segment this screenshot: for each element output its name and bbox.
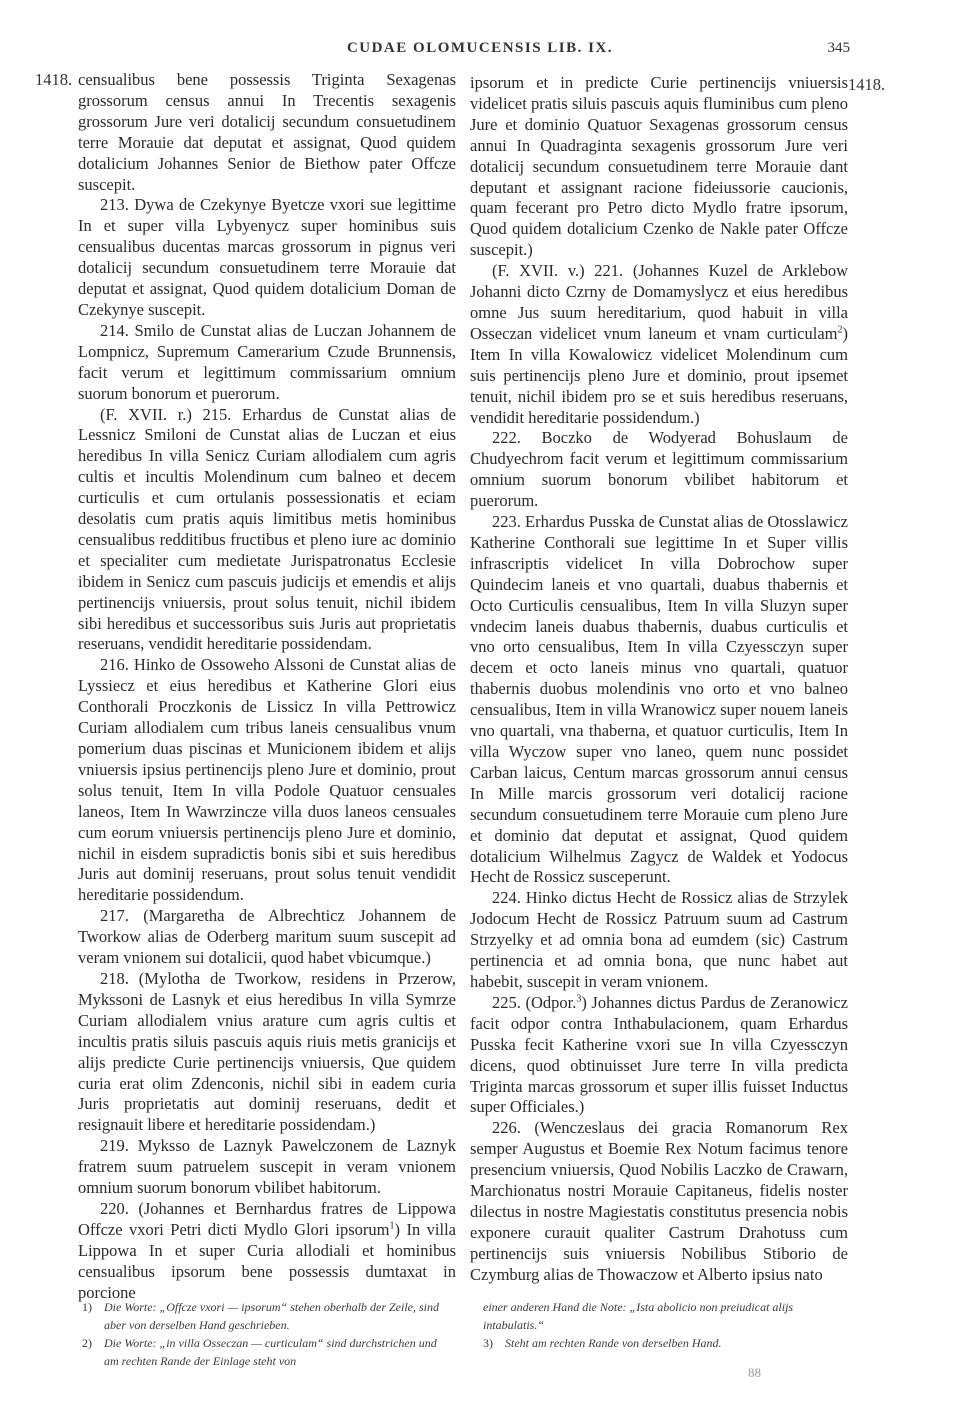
footnotes-right bbox=[483, 1298, 848, 1352]
footnote-3 bbox=[483, 1334, 848, 1352]
entry-212-continuation: censualibus bene possessis Triginta Sexagenas grossorum census annui In Trecentis sexagenis grossorum Jure veri dotalicij secundum consuetudinem terre Morauie dat deputat et assignat, Quod quidem dotalicium Johannes Senior de Biethow pater Offcze suscepit. bbox=[78, 70, 456, 194]
entry-217: 217. (Margaretha de Albrechticz Johannem de Tworkow alias de Oderberg maritum suum suscepit ad veram vnionem sui dotalicii, quod habet vbicumque.) bbox=[78, 906, 456, 968]
signature-mark: 88 bbox=[748, 1365, 761, 1380]
footnote-3-text: Steht am rechten Rande von derselben Hand. bbox=[505, 1336, 722, 1350]
left-column bbox=[78, 70, 456, 1303]
entry-224: 224. Hinko dictus Hecht de Rossicz alias de Strzylek Jodocum Hecht de Rossicz Patruum suum ad Castrum Strzyelky et ad omnia bona ad eumdem (sic) Castrum pertinencia et ad omnia bona, que nunc habet aut habebit, suscepit in veram vnionem. bbox=[470, 888, 848, 991]
entry-221 bbox=[470, 261, 848, 428]
entry-225-text-b: ) Johannes dictus Pardus de Zeranowicz facit odpor contra Inthabulacionem, quam Erhardus Pusska fecit Katherine vxori sue In villa Czyessczyn dicens, quod obtinuisset Jure terre In villa predicta Triginta marcas grossorum et super illis fuisset Inductus super Officiales.) bbox=[470, 992, 848, 1117]
entry-222: 222. Boczko de Wodyerad Bohuslaum de Chudyechrom facit verum et legittimum commissarium omnium suorum bonorum vbilibet habitorum et puerorum. bbox=[470, 428, 848, 511]
footnote-marker-2: 2 bbox=[837, 324, 843, 336]
footnote-1-number: 1) bbox=[82, 1300, 92, 1314]
footnote-1-text: Die Worte: „Offcze vxori — ipsorum“ stehen oberhalb der Zeile, sind aber von derselben Hand geschrieben. bbox=[104, 1300, 439, 1332]
entry-213: 213. Dywa de Czekynye Byetcze vxori sue legittime In et super villa Lybyenycz super hominibus suis censualibus ducentas marcas grossorum in pignus veri dotalicij secundum consuetudinem terre Morauie dat deputat et assignat, Quod quidem dotalicium Doman de Czekynye suscepit. bbox=[78, 195, 456, 319]
footnote-1 bbox=[82, 1298, 452, 1334]
entry-219: 219. Myksso de Laznyk Pawelczonem de Laznyk fratrem suum patruelem suscepit in veram vnionem omnium suorum bonorum vbilibet habitorum. bbox=[78, 1136, 456, 1198]
footnote-2-text: Die Worte: „in villa Osseczan — curticulam“ sind durchstrichen und am rechten Rande der Einlage steht von bbox=[104, 1336, 437, 1368]
entry-223: 223. Erhardus Pusska de Cunstat alias de Otosslawicz Katherine Conthorali sue legittime In et Super villis infrascriptis videlicet In villa Dobrochow super Quindecim laneis et vno quartali, duabus thabernis et Octo Curticulis censualibus, Item In villa Sluzyn super vndecim laneis duabus thabernis, duabus curticulis et vno orto censualibus, Item In villa Czyessczyn super decem et octo laneis minus vno quartali, quatuor thabernis duobus molendinis vno orto et vno balneo censualibus, Item in villa Wranowicz super nouem laneis vno quartali, vna thaberna, et quatuor curticulis, Item In villa Wyczow super vno laneo, quem nunc possidet Carban laicus, Centum marcas grossorum annui census In Mille marcis grossorum veri dotalicij racione secundum consuetudinem terre Morauie cum pleno Jure et dominio dat deputat et assignat, Quod quidem dotalicium Wilhelmus Zagycz de Waldek et Yodocus Hecht de Rossicz susceperunt. bbox=[470, 512, 848, 887]
entry-215: (F. XVII. r.) 215. Erhardus de Cunstat alias de Lessnicz Smiloni de Cunstat alias de Luczan et eius heredibus In villa Senicz Curiam allodialem cum agris cultis et incultis Molendinum cum balneo et decem curticulis et cum ortulanis possessionatis et eciam desolatis cum pratis aquis limitibus metis hominibus censualibus redditibus fructibus et pleno iure ac dominio et specialiter cum medietate Jurispatronatus Ecclesie ibidem in Senicz cum pascuis judicijs et emendis et alijs pertinencijs vniuersis, prout solus tenuit, nichil ibidem sibi heredibus et successoribus suis Juris aut proprietatis reseruans, vendidit hereditarie possidendam. bbox=[78, 404, 456, 654]
entry-216: 216. Hinko de Ossoweho Alssoni de Cunstat alias de Lyssiecz et eius heredibus et Katherine Glori eius Conthorali Proczkonis de Lissicz In villa Pettrowicz Curiam allodialem cum tribus laneis censualibus vnum pomerium duas piscinas et Municionem ibidem et alijs vniuersis ipsius pertinencijs pleno Jure et dominio, prout solus tenuit, Item In villa Podole Quatuor censuales laneos, Item In Wawrzincze villa duos laneos censuales cum eorum vniuersis pertinencijs pleno Jure et dominio, nichil in eisdem supradictis bonis sibi et suis heredibus Juris aut dominij reseruans, prout solus tenuit vendidit hereditarie possidendum. bbox=[78, 655, 456, 905]
entry-225 bbox=[470, 993, 848, 1118]
footnote-3-number: 3) bbox=[483, 1336, 493, 1350]
entry-226: 226. (Wenczeslaus dei gracia Romanorum Rex semper Augustus et Boemie Rex Notum facimus tenore presencium vniuersis, Quod Nobilis Laczko de Crawarn, Marchionatus nostri Morauie Capitaneus, fidelis noster dilectus in nostre Magiestatis constitutus presencia nobis exponere curauit qualiter Castrum Drahotuss cum pertinencijs suis vniuersis Nobilibus Stiborio de Czymburg alias de Thowaczow et Alberto ipsius nato bbox=[470, 1118, 848, 1284]
entry-221-text-b: ) Item In villa Kowalowicz videlicet Molendinum cum suis pertinencijs pleno Jure et dominio, prout ipsemet tenuit, nichil ibidem pro se et suis heredibus reseruans, vendidit hereditarie possidendum.) bbox=[470, 323, 848, 427]
entry-220-text-b: ) In villa Lippowa In et super Curia allodiali et hominibus censualibus ipsorum bene possessis dumtaxat in porcione bbox=[78, 1219, 456, 1302]
entry-218: 218. (Mylotha de Tworkow, residens in Przerow, Mykssoni de Lasnyk et eius heredibus In villa Symrze Curiam allodialem vnius arature cum agris cultis et incultis pratis siluis pascuis aquis riuis metis granicijs et alijs predicte Curie pertinencijs vniuersis, Que quidem curia erat olim Zdenconis, nichil sibi in eadem curia Juris proprietatis aut dominij reseruans, dedit et resignauit libere et hereditarie possidendam.) bbox=[78, 968, 456, 1135]
right-column bbox=[470, 73, 848, 1286]
year-margin-right: 1418. bbox=[848, 75, 886, 94]
page-number: 345 bbox=[827, 40, 850, 56]
running-title: CUDAE OLOMUCENSIS LIB. IX. bbox=[346, 40, 614, 56]
entry-225-text-a: 225. (Odpor. bbox=[492, 992, 577, 1012]
year-margin-left: 1418. bbox=[35, 70, 73, 89]
footnote-2-continuation: einer anderen Hand die Note: „Ista abolicio non preiudicat alijs intabulatis.“ bbox=[483, 1300, 794, 1332]
footnote-marker-1: 1 bbox=[389, 1220, 395, 1232]
entry-220 bbox=[78, 1199, 456, 1304]
entry-220-text-a: 220. (Johannes et Bernhardus fratres de Lippowa Offcze vxori Petri dicti Mydlo Glori ipsorum bbox=[78, 1198, 456, 1239]
footnote-marker-3: 3 bbox=[576, 993, 582, 1005]
entry-214: 214. Smilo de Cunstat alias de Luczan Johannem de Lompnicz, Supremum Camerarium Czude Brunnensis, facit verum et legittimum commissarium omnium suorum bonorum et puerorum. bbox=[78, 320, 456, 403]
entry-220-continuation: ipsorum et in predicte Curie pertinencijs vniuersis videlicet pratis siluis pascuis aquis fluminibus cum pleno Jure et dominio Quatuor Sexagenas grossorum census annui In Quadraginta sexagenis grossorum Jure veri dotalicij secundum consuetudinem terre Morauie dant deputant et assignant racione fideiussorie caucionis, quam fecerant pro Petro dicto Mydlo fratre ipsorum, Quod quidem dotalicium Czenko de Nakle pater Offcze suscepit.) bbox=[470, 73, 848, 260]
footnote-2 bbox=[82, 1334, 452, 1370]
footnote-2-number: 2) bbox=[82, 1336, 92, 1350]
footnotes-left bbox=[82, 1298, 452, 1370]
entry-221-text-a: (F. XVII. v.) 221. (Johannes Kuzel de Arklebow Johanni dicto Czrny de Domamyslycz et eius heredibus omne Jus suum hereditarium, quod habuit in villa Osseczan videlicet vnum laneum et vnam curticulam bbox=[470, 261, 848, 343]
